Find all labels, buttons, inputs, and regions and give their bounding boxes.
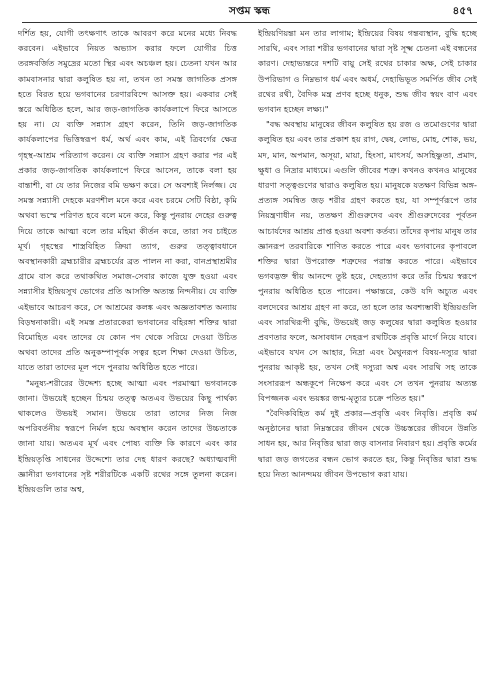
page-title: সপ্তম স্কন্ধ: [229, 5, 270, 17]
paragraph: ইন্দ্রিয়ণিয়ন্তা মন তার লাগাম; ইন্দ্রিয়ের বিষয় গন্তব্যস্থান, বুদ্ধি হচ্ছে সারথি, এবং সারা শরীর ভগবানের দ্বারা সৃষ্ট সূক্ষ্ম চেতনা এই বন্ধনের কারণ। দেহাভ্যন্তরে দশটি বায়ু সেই রথের চাকার অক্ষ, সেই চাকার উপরিভাগ ও নিম্নভাগ ধর্ম এবং অধর্ম, দেহাভিভূত সমর্পিত জীব সেই রথের রথী, বৈদিক মন্ত্র প্রণব হচ্ছে ধনুক, শুদ্ধ জীব স্বয়ং বাণ এবং ভগবান হচ্ছেন লক্ষ্য।": [258, 28, 477, 115]
right-column: [258, 26, 477, 676]
header-rule: [22, 22, 477, 23]
page-number: ৪৫৭: [452, 5, 473, 17]
paragraph: দর্শিত হয়, যোগী তৎক্ষণাৎ তাকে আবরণ করে মনের মধ্যে নিবদ্ধ করবেন। এইভাবে নিয়ত অভ্যাস করার ফলে যোগীর চিত্ত তরঙ্গবর্জিত সমুদ্রের মতো স্থির এবং অচঞ্চল হয়। চেতনা যখন আর কামবাসনার দ্বারা কলুষিত হয় না, তখন তা সমস্ত জাগতিক প্রসঙ্গ হতে বিরত হয়ে ভগবানের চরণারবিন্দে আসক্ত হয়। একবার সেই স্তরে অধিষ্ঠিত হলে, আর জড়-জাগতিক কার্যকলাপে ফিরে আসতে হয় না। যে ব্যক্তি সন্ন্যাস গ্রহণ করেন, তিনি জড়-জাগতিক কার্যকলাপের ভিত্তিস্বরূপ ধর্ম, অর্থ এবং কাম, এই ত্রিবর্গের ক্ষেত্র গৃহস্থ-আশ্রম পরিত্যাগ করেন। যে ব্যক্তি সন্ন্যাস গ্রহণ করার পর এই প্রকার জড়-জাগতিক কার্যকলাপে ফিরে আসেন, তাকে বলা হয় বান্তাশী, বা যে তার নিজের বমি ভক্ষণ করে। সে অবশ্যই নির্লজ্জ। যে সমস্ত সন্ন্যাসী দেহকে মরণশীল মনে করে এবং চরমে সেটি বিষ্ঠা, কৃমি অথবা ভস্মে পরিণত হবে বলে মনে করে, কিন্তু পুনরায় দেহের গুরুত্ব দিয়ে তাকে আত্মা বলে তার মহিমা কীর্তন করে, তারা সব চাইতে মূর্খ। গৃহস্থের শাস্ত্রবিহিত ক্রিয়া ত্যাগ, গুরুর তত্ত্বাবধানে অবস্থানকারী ব্রহ্মচারীর ব্রহ্মচর্যের ব্রত পালন না করা, বানপ্রস্থাশ্রমীর গ্রামে বাস করে তথাকথিত সমাজ-সেবার কাজে যুক্ত হওয়া এবং সন্ন্যাসীর ইন্দ্রিয়সুখ ভোগের প্রতি আসক্তি অত্যন্ত নিন্দনীয়। যে ব্যক্তি এইভাবে আচরণ করে, সে আশ্রমের কলঙ্ক এবং অজ্ঞতাবশত অন্যায় বিড়ম্বনাকারী। এই সমস্ত প্রতারকেরা ভগবানের বহিরঙ্গা শক্তির দ্বারা বিমোহিত এবং তাদের যে কোন পদ থেকে সরিয়ে দেওয়া উচিত অথবা তাদের প্রতি অনুকম্পাপূর্বক সত্বর হলে শিক্ষা দেওয়া উচিত, যাতে তারা তাদের মূল পদে পুনরায় অধিষ্ঠিত হতে পারে।: [18, 28, 237, 373]
paragraph: "বদ্ধ অবস্থায় মানুষের জীবন কলুষিত হয় রজ ও তমোগুণের দ্বারা কলুষিত হয় এবং তার প্রকাশ হয় রাগ, দ্বেষ, লোভ, মোহ, শোক, ভয়, মদ, মান, অপমান, অসূয়া, মায়া, হিংসা, মাৎসর্য, অসহিষ্ণুতা, প্রমাদ, ক্ষুধা ও নিদ্রার মাধ্যমে। এগুলি জীবের শত্রু। কখনও কখনও মানুষের ধারণা সত্ত্বগুণের দ্বারাও কলুষিত হয়। মানুষকে যতক্ষণ বিভিন্ন অঙ্গ-প্রত্যঙ্গ সমন্বিত জড় শরীর গ্রহণ করতে হয়, যা সম্পূর্ণরূপে তার নিয়ন্ত্রণাধীন নয়, ততক্ষণ শ্রীগুরুদেব এবং শ্রীগুরুদেবের পূর্বতন আচার্যদের আশ্রয় প্রাপ্ত হওয়া অবশ্য কর্তব্য। তাঁদের কৃপায় মানুষ তার জ্ঞানরূপ তরবারিকে শাণিত করতে পারে এবং ভগবানের কৃপাবলে শক্তির দ্বারা উপরোক্ত শত্রুদের পরাস্ত করতে পারে। এইভাবে ভগবদ্ভক্ত স্বীয় আনন্দে তুষ্ট হয়ে, দেহত্যাগ করে তাঁর চিন্ময় স্বরূপে পুনরায় অধিষ্ঠিত হতে পারেন। পক্ষান্তরে, কেউ যদি অচ্যুত এবং বলদেবের আশ্রয় গ্রহণ না করে, তা হলে তার অবশ্যম্ভাবী ইন্দ্রিয়গুলি এবং সারথিরূপী বুদ্ধি, উভয়েই জড় কলুষের দ্বারা কলুষিত হওয়ার প্রবণতার ফলে, অসাবধান দেহরূপ রথটিকে প্রবৃত্তি মার্গে নিয়ে যাবে। এইভাবে যখন সে আহার, নিদ্রা এবং মৈথুনরূপ বিষয়-দস্যুর দ্বারা পুনরায় আকৃষ্ট হয়, তখন সেই দস্যুরা অশ্ব এবং সারথি সহ তাকে সংসাররূপ অন্ধকূপে নিক্ষেপ করে এবং সে তখন পুনরায় অত্যন্ত বিপজ্জনক এবং ভয়ঙ্কর জন্ম-মৃত্যুর চক্রে পতিত হয়।": [258, 119, 477, 403]
page-header: [0, 4, 499, 22]
paragraph: "মনুষ্য-শরীরের উদ্দেশ্য হচ্ছে আত্মা এবং পরমাত্মা ভগবানকে জানা। উভয়েই হচ্ছেন চিন্ময় তত্ত্ব অতএব উভয়ের কিছু পার্থক্য থাকলেও উভয়ই সমান। উভয়ে তারা তাদের নিজ নিজ অপরিবর্তনীয় স্বরূপে নির্মল হয়ে অবস্থান করেন তাদের উচ্চতাকে জানা যায়। অতএব মূর্খ এবং পোষ্য ব্যক্তি কি কারণে এবং কার ইন্দ্রিয়তৃপ্তি সাধনের উদ্দেশ্যে তার দেহ ধারণ করছে? অধ্যাত্মবাদী জ্ঞানীরা ভগবানের সৃষ্ট শরীরটিকে একটি রথের সঙ্গে তুলনা করেন। ইন্দ্রিয়গুলি তার অশ্ব,: [18, 377, 237, 495]
left-column: [18, 26, 237, 676]
paragraph: "বৈদিকবিহিত কর্ম দুই প্রকার—প্রবৃত্তি এবং নিবৃত্তি। প্রবৃত্তি কর্ম অনুষ্ঠানের দ্বারা নিম্নস্তরের জীবন থেকে উচ্চস্তরের জীবনে উন্নতি সাধন হয়, আর নিবৃত্তির দ্বারা জড় বাসনার নিবারণ হয়। প্রবৃত্তি কর্মের দ্বারা জড় জগতের বন্ধন ভোগ করতে হয়, কিন্তু নিবৃত্তির দ্বারা শুদ্ধ হয়ে নিত্য আনন্দময় জীবন উপভোগ করা যায়।: [258, 408, 477, 479]
